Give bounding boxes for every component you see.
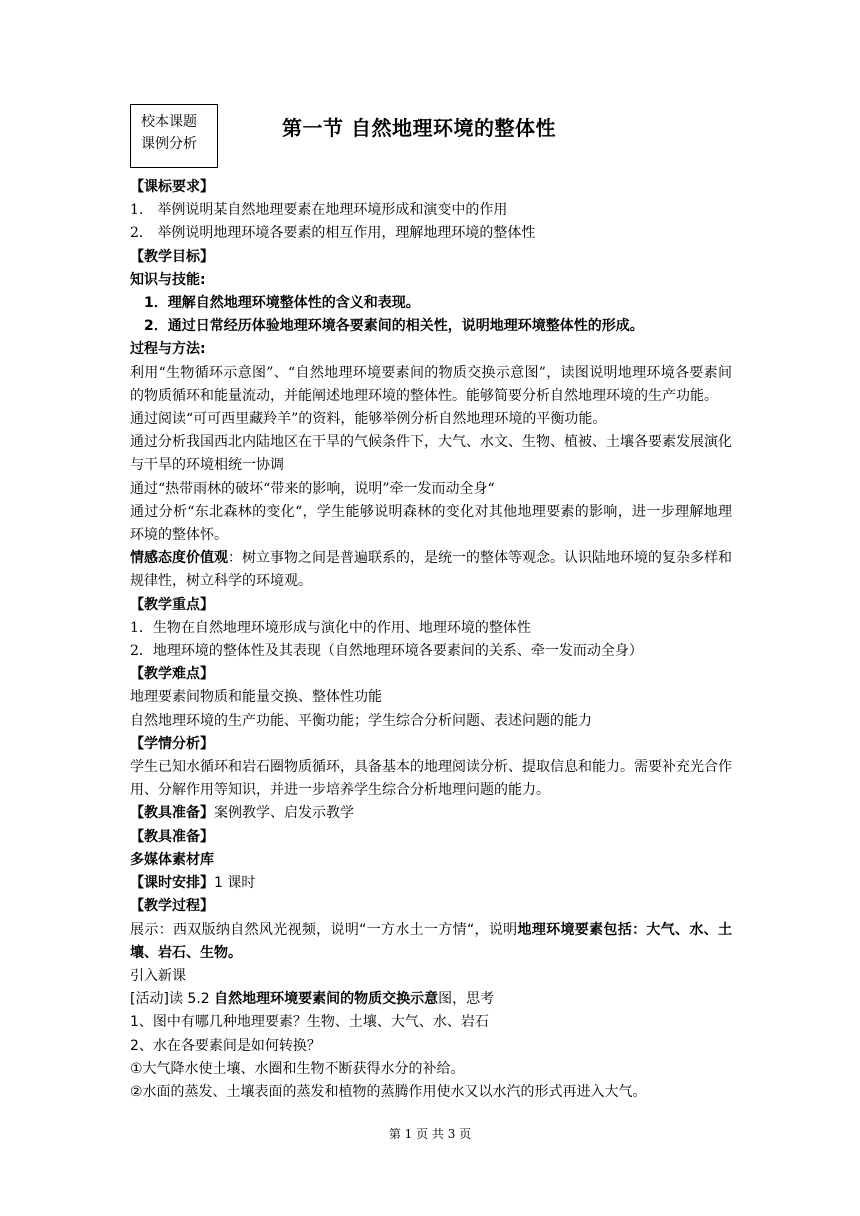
box-line-1: 校本课题 bbox=[141, 114, 197, 130]
heading-zhishi: 知识与技能: bbox=[130, 271, 206, 288]
heading-mubiao: 【教学目标】 bbox=[130, 248, 214, 265]
guocheng-paragraph-3: 通过分析我国西北内陆地区在干旱的气候条件下，大气、水文、生物、植被、土壤各要素发展演化与干旱的环境相统一协调 bbox=[130, 434, 732, 474]
answer-1: ①大气降水使土壤、水圈和生物不断获得水分的补给。 bbox=[130, 1060, 465, 1077]
heading-xueqing: 【学情分析】 bbox=[130, 735, 214, 752]
huodong-suffix: 图，思考 bbox=[438, 991, 495, 1008]
answer-2: ②水面的蒸发、土壤表面的蒸发和植物的蒸腾作用使水又以水汽的形式再进入大气。 bbox=[130, 1083, 647, 1100]
page-title: 第一节 自然地理环境的整体性 bbox=[282, 116, 556, 140]
heading-keshi: 【课时安排】 bbox=[130, 875, 214, 892]
huodong-line bbox=[130, 988, 732, 1011]
kebiao-item-2: 2． 举例说明地理环境各要素的相互作用，理解地理环境的整体性 bbox=[130, 225, 536, 242]
guocheng-paragraph-2: 通过阅读“可可西里藏羚羊”的资料，能够举例分析自然地理环境的平衡功能。 bbox=[130, 411, 607, 428]
zhongdian-item-1: 1．生物在自然地理环境形成与演化中的作用、地理环境的整体性 bbox=[130, 619, 531, 636]
kebiao-item-1: 1． 举例说明某自然地理要素在地理环境形成和演变中的作用 bbox=[130, 202, 508, 219]
heading-jiaoju-1: 【教具准备】 bbox=[130, 805, 214, 822]
heading-guocheng-2: 【教学过程】 bbox=[130, 898, 214, 915]
zhanshi-text: 展示：西双版纳自然风光视频，说明“一方水土一方情“，说明 bbox=[130, 921, 518, 938]
guocheng-paragraph-4: 通过“热带雨林的破坏“带来的影响，说明”牵一发而动全身“ bbox=[130, 480, 495, 497]
xueqing-paragraph: 学生已知水循环和岩石圈物质循环，具备基本的地理阅读分析、提取信息和能力。需要补充光合作用、分解作用等知识，并进一步培养学生综合分析地理问题的能力。 bbox=[130, 759, 732, 799]
heading-kebiao: 【课标要求】 bbox=[130, 179, 214, 195]
huodong-bold: 自然地理环境要素间的物质交换示意 bbox=[214, 991, 439, 1008]
zhishi-item-2: 2．通过日常经历体验地理环境各要素间的相关性，说明地理环境整体性的形成。 bbox=[144, 318, 644, 335]
keshi-line bbox=[130, 872, 732, 895]
nandian-item-2: 自然地理环境的生产功能、平衡功能；学生综合分析问题、表述问题的能力 bbox=[130, 712, 592, 729]
course-type-box bbox=[130, 104, 218, 168]
zhanshi-paragraph bbox=[130, 919, 732, 965]
keshi-text: 1 课时 bbox=[214, 875, 256, 892]
guocheng-paragraph-5: 通过分析“东北森林的变化“，学生能够说明森林的变化对其他地理要素的影响，进一步理解地理环境的整体怀。 bbox=[130, 503, 732, 544]
heading-guocheng: 过程与方法: bbox=[130, 341, 206, 358]
zhongdian-item-2: 2．地理环境的整体性及其表现（自然地理环境各要素间的关系、牵一发而动全身） bbox=[130, 643, 643, 660]
jiaoju-text-2: 多媒体素材库 bbox=[130, 851, 214, 868]
page-footer: 第 1 页 共 3 页 bbox=[388, 1127, 472, 1141]
guocheng-paragraph-1: 利用“生物循环示意图”、“自然地理环境要素间的物质交换示意图”，读图说明地理环境各要素间的物质循环和能量流动，并能阐述地理环境的整体性。能够简要分析自然地理环境的生产功能。 bbox=[130, 364, 732, 404]
huodong-read: 读 5.2 bbox=[168, 991, 215, 1008]
heading-zhongdian: 【教学重点】 bbox=[130, 596, 214, 613]
zhanshi-bold: 地理环境要素包括：大气、水、土壤、岩石、生物。 bbox=[130, 921, 732, 961]
heading-jiaoju-2: 【教具准备】 bbox=[130, 828, 214, 845]
yinru-line: 引入新课 bbox=[130, 967, 186, 984]
question-2: 2、水在各要素间是如何转换？ bbox=[130, 1037, 321, 1054]
box-line-2: 课例分析 bbox=[141, 136, 197, 152]
document-body bbox=[130, 176, 732, 1104]
nandian-item-1: 地理要素间物质和能量交换、整体性功能 bbox=[130, 689, 382, 706]
jiaoju-text-1: 案例教学、启发示教学 bbox=[214, 805, 354, 822]
zhishi-item-1: 1．理解自然地理环境整体性的含义和表现。 bbox=[144, 295, 420, 312]
qinggan-label: 情感态度价值观 bbox=[130, 550, 228, 567]
huodong-prefix: [活动] bbox=[130, 991, 169, 1008]
qinggan-paragraph bbox=[130, 547, 732, 593]
jiaoju-line-1 bbox=[130, 802, 732, 825]
question-1: 1、图中有哪几种地理要素？生物、土壤、大气、水、岩石 bbox=[130, 1014, 489, 1031]
qinggan-text: ：树立事物之间是普遍联系的，是统一的整体等观念。认识陆地环境的复杂多样和规律性，树立科学的环境观。 bbox=[130, 550, 732, 590]
heading-nandian: 【教学难点】 bbox=[130, 666, 214, 683]
